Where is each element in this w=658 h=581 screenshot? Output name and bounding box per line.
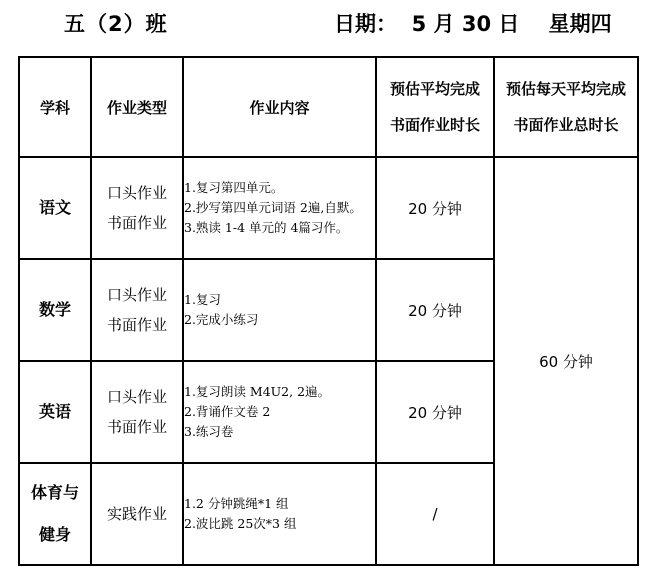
- content-line: 1.复习朗读 M4U2, 2遍。: [184, 384, 331, 399]
- content-line: 2.背诵作文卷 2: [184, 404, 271, 419]
- column-header-total-line-2: 书面作业总时长: [513, 116, 619, 134]
- column-header-total-line-1: 预估每天平均完成: [505, 80, 626, 98]
- content-line: 3.熟读 1-4 单元的 4篇习作。: [184, 220, 349, 235]
- homework-type-cell: [91, 463, 183, 565]
- homework-type-cell: [91, 361, 183, 463]
- content-line: 2.抄写第四单元词语 2遍,自默。: [184, 200, 362, 215]
- content-line: 1.复习第四单元。: [184, 180, 284, 195]
- homework-type: 口头作业: [106, 286, 167, 304]
- homework-table: [18, 56, 639, 566]
- subject-label: 英语: [38, 402, 71, 421]
- total-duration-cell: 60 分钟: [494, 157, 638, 565]
- homework-content-cell: [183, 463, 376, 565]
- subject-cell: [19, 157, 91, 259]
- page-header: [0, 0, 658, 50]
- homework-content-cell: [183, 361, 376, 463]
- homework-type: 口头作业: [106, 388, 167, 406]
- homework-type-cell: [91, 157, 183, 259]
- homework-type: 实践作业: [106, 505, 167, 523]
- column-header-duration: [376, 57, 494, 157]
- homework-type: 书面作业: [106, 214, 167, 232]
- column-header-duration-line-1: 预估平均完成: [389, 80, 480, 98]
- table-row-chinese: [19, 157, 638, 259]
- subject-cell: [19, 463, 91, 565]
- subject-label: 数学: [38, 300, 71, 319]
- column-header-duration-line-2: 书面作业时长: [389, 116, 480, 134]
- homework-type: 书面作业: [106, 418, 167, 436]
- content-line: 2.完成小练习: [184, 312, 259, 327]
- subject-label: 体育与: [30, 483, 79, 502]
- column-header-total: [494, 57, 638, 157]
- subject-cell: [19, 259, 91, 361]
- content-line: 1.复习: [184, 292, 221, 307]
- column-header-content: 作业内容: [183, 57, 376, 157]
- content-line: 2.波比跳 25次*3 组: [184, 516, 297, 531]
- content-line: 1.2 分钟跳绳*1 组: [184, 496, 289, 511]
- duration-cell: 20 分钟: [376, 361, 494, 463]
- date-title: 日期： 5 月 30 日 星期四: [334, 12, 612, 36]
- subject-label: 健身: [38, 525, 71, 544]
- duration-cell: 20 分钟: [376, 157, 494, 259]
- column-header-subject: 学科: [19, 57, 91, 157]
- class-title: 五（2）班: [64, 12, 168, 36]
- homework-type-cell: [91, 259, 183, 361]
- duration-cell: /: [376, 463, 494, 565]
- content-line: 3.练习卷: [184, 424, 234, 439]
- subject-label: 语文: [38, 198, 71, 217]
- column-header-type: 作业类型: [91, 57, 183, 157]
- homework-content-cell: [183, 157, 376, 259]
- subject-cell: [19, 361, 91, 463]
- homework-type: 口头作业: [106, 184, 167, 202]
- homework-type: 书面作业: [106, 316, 167, 334]
- duration-cell: 20 分钟: [376, 259, 494, 361]
- homework-content-cell: [183, 259, 376, 361]
- table-header-row: [19, 57, 638, 157]
